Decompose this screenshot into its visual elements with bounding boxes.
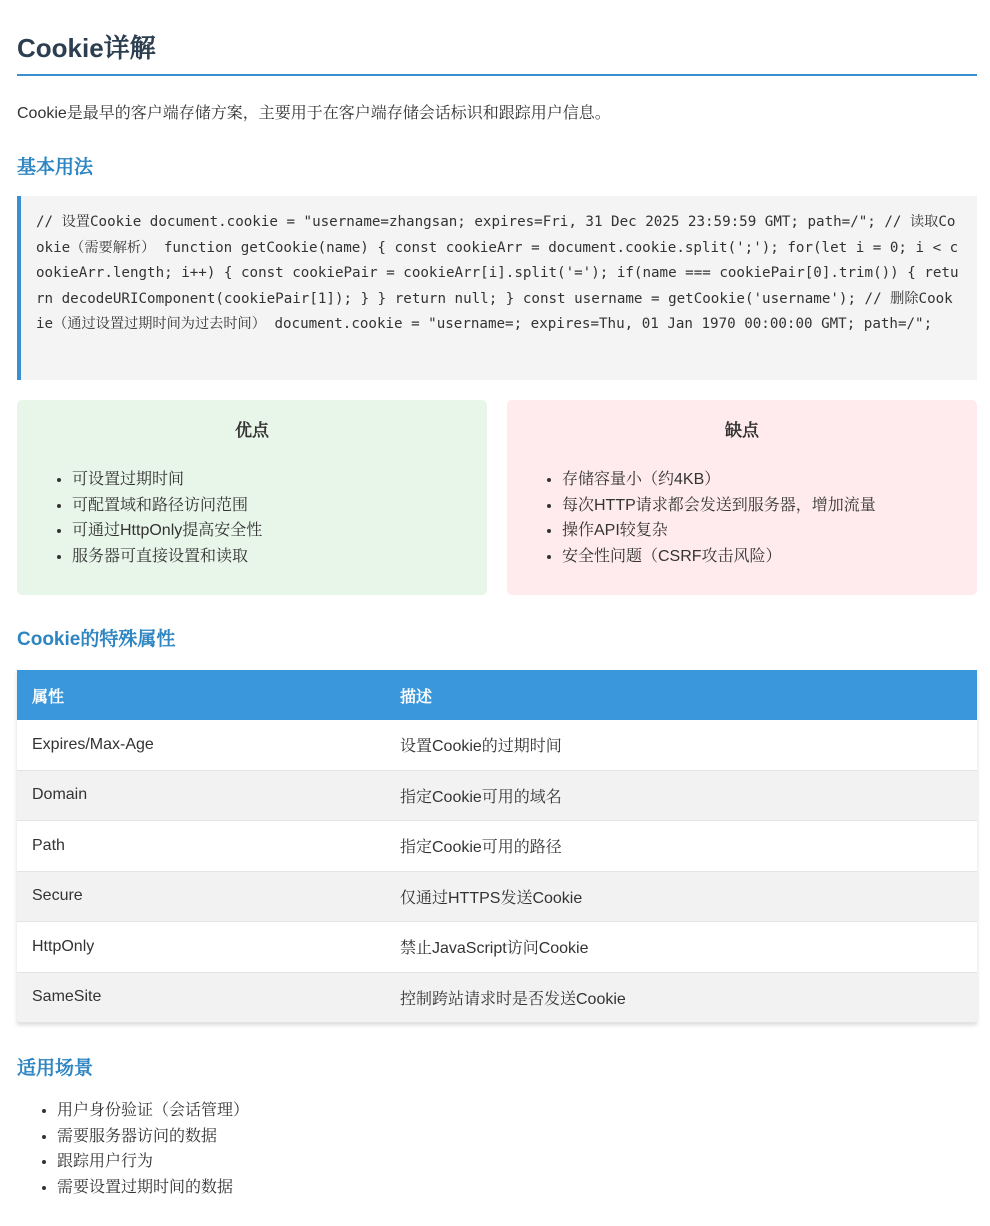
attribute-cell: SameSite	[32, 988, 102, 1006]
pros-card	[17, 400, 487, 595]
attribute-cell: Path	[32, 836, 65, 854]
list-item: • 安全性问题（CSRF攻击风险）	[562, 544, 957, 570]
section-heading-usage: 基本用法	[17, 157, 94, 178]
list-item: • 服务器可直接设置和读取	[72, 544, 467, 570]
header-cell-description: 描述	[400, 688, 433, 706]
list-item: • 操作API较复杂	[562, 518, 957, 544]
title-divider	[17, 74, 977, 76]
scenarios-list	[17, 1098, 249, 1200]
list-item: • 需要服务器访问的数据	[57, 1124, 249, 1150]
table-row	[17, 771, 977, 822]
section-heading-attributes: Cookie的特殊属性	[17, 629, 176, 650]
list-item: • 需要设置过期时间的数据	[57, 1175, 249, 1201]
attributes-table	[17, 670, 977, 1023]
table-row	[17, 720, 977, 771]
list-item: • 可通过HttpOnly提高安全性	[72, 518, 467, 544]
attribute-cell: Secure	[32, 887, 83, 905]
header-cell-attribute: 属性	[32, 688, 65, 706]
section-heading-scenarios: 适用场景	[17, 1058, 94, 1079]
attribute-cell: Domain	[32, 786, 88, 804]
cons-card	[507, 400, 977, 595]
list-item: • 每次HTTP请求都会发送到服务器，增加流量	[562, 493, 957, 519]
table-row	[17, 973, 977, 1024]
description-cell: 指定Cookie可用的域名	[400, 788, 562, 806]
pros-list	[37, 467, 467, 569]
table-header-row	[17, 670, 977, 720]
list-item: • 可设置过期时间	[72, 467, 467, 493]
table-row	[17, 922, 977, 973]
table-row	[17, 821, 977, 872]
list-item: • 用户身份验证（会话管理）	[57, 1098, 249, 1124]
description-cell: 仅通过HTTPS发送Cookie	[400, 889, 583, 907]
code-block: // 设置Cookie document.cookie = "username=zhangsan; expires=Fri, 31 Dec 2025 23:59:59 GMT; path=/"; // 读取Cookie（需要解析） function getCookie(name) { const cookieArr = document.cookie.split(';'); for(let i = 0; i < cookieArr.length; i++) { const cookiePair = cookieArr[i].split('='); if(name === cookiePair[0].trim()) { return decodeURIComponent(cookiePair[1]); } } return null; } const username = getCookie('username'); // 删除Cookie（通过设置过期时间为过去时间） document.cookie = "username=; expires=Thu, 01 Jan 1970 00:00:00 GMT; path=/";	[17, 196, 977, 380]
description-cell: 禁止JavaScript访问Cookie	[400, 940, 589, 958]
intro-paragraph: Cookie是最早的客户端存储方案，主要用于在客户端存储会话标识和跟踪用户信息。	[17, 105, 611, 122]
list-item: • 可配置域和路径访问范围	[72, 493, 467, 519]
attribute-cell: HttpOnly	[32, 937, 95, 955]
description-cell: 指定Cookie可用的路径	[400, 839, 562, 857]
pros-heading: 优点	[235, 421, 269, 440]
cons-heading: 缺点	[725, 421, 759, 440]
description-cell: 设置Cookie的过期时间	[400, 738, 562, 756]
table-row	[17, 872, 977, 923]
description-cell: 控制跨站请求时是否发送Cookie	[400, 990, 626, 1008]
list-item: • 跟踪用户行为	[57, 1149, 249, 1175]
attribute-cell: Expires/Max-Age	[32, 735, 154, 753]
page-title: Cookie详解	[17, 33, 156, 63]
cons-list	[527, 467, 957, 569]
list-item: • 存储容量小（约4KB）	[562, 467, 957, 493]
